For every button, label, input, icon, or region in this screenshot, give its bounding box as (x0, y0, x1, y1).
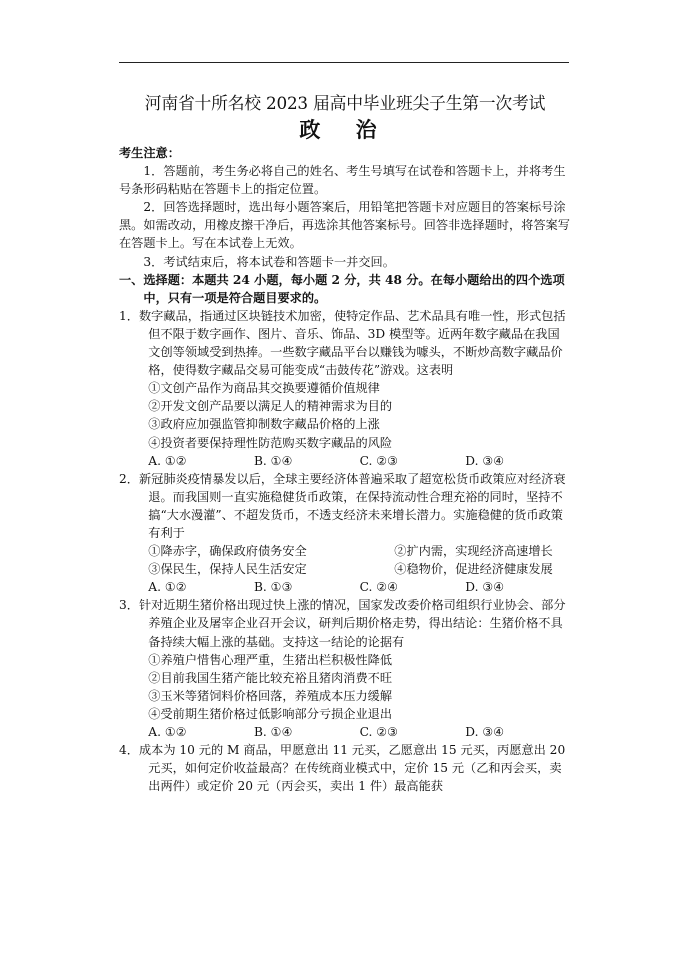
section-heading: 一、选择题：本题共 24 小题，每小题 2 分，共 48 分。在每小题给出的四个选项中，只有一项是符合题目要求的。 (119, 272, 565, 305)
choice-d: D. ③④ (465, 725, 505, 739)
choice-d: D. ③④ (465, 453, 505, 468)
option-item: ①降赤字，确保政府债务安全 (148, 544, 307, 559)
note-item-1: 1．答题前，考生务必将自己的姓名、考生号填写在试卷和答题卡上，并将考生号条形码粘贴在答题卡上的指定位置。 (119, 164, 566, 197)
answer-choices (119, 723, 571, 741)
option-item: ④受前期生猪价格过低影响部分亏损企业退出 (148, 706, 393, 721)
choice-c: C. ②③ (359, 453, 399, 468)
exam-page (119, 92, 571, 795)
choice-c: C. ②④ (359, 580, 399, 595)
option-item: ①文创产品作为商品其交换要遵循价值规律 (148, 381, 380, 396)
note-item-2: 2．回答选择题时，选出每小题答案后，用铅笔把答题卡对应题目的答案标号涂黑。如需改动，用橡皮擦干净后，再选涂其他答案标号。回答非选择题时，将答案写在答题卡上。写在本试卷上无效。 (119, 200, 570, 251)
question-1 (119, 307, 571, 470)
answer-choices (119, 452, 571, 470)
question-4 (119, 741, 571, 795)
top-rule (119, 62, 569, 63)
question-stem: 4．成本为 10 元的 M 商品，甲愿意出 11 元买，乙愿意出 15 元买，丙愿意出 20 元买，如何定价收益最高？在传统商业模式中，定价 15 元（乙和丙会买，卖出两件）或定价 20 元（丙会买，卖出 1 件）最高能获 (119, 743, 566, 794)
option-item: ③玉米等猪饲料价格回落，养殖成本压力缓解 (148, 688, 393, 703)
option-item: ④投资者要保持理性防范购买数字藏品的风险 (148, 435, 393, 450)
option-pair (119, 542, 571, 560)
choice-d: D. ③④ (465, 580, 505, 595)
choice-b: B. ①④ (253, 725, 293, 739)
notes-heading: 考生注意： (119, 146, 180, 160)
option-item: ②扩内需，实现经济高速增长 (394, 544, 553, 559)
question-stem: 3．针对近期生猪价格出现过快上涨的情况，国家发改委价格司组织行业协会、部分养殖企业及屠宰企业召开会议，研判后期价格走势，得出结论：生猪价格不具备持续大幅上涨的基础。支持这一结论的论据有 (119, 598, 566, 649)
option-item: ②目前我国生猪产能比较充裕且猪肉消费不旺 (148, 670, 393, 685)
answer-choices (119, 578, 571, 596)
option-item: ①养殖户惜售心理严重，生猪出栏积极性降低 (148, 652, 393, 667)
question-2 (119, 470, 571, 597)
option-item: ③政府应加强监管抑制数字藏品价格的上涨 (148, 417, 380, 432)
option-item: ②开发文创产品要以满足人的精神需求为目的 (148, 399, 393, 414)
question-stem: 2．新冠肺炎疫情暴发以后，全球主要经济体普遍采取了超宽松货币政策应对经济衰退。而我国则一直实施稳健货币政策，在保持流动性合理充裕的同时，坚持不搞“大水漫灌”、不超发货币，不透支经济未来增长潜力。实施稳健的货币政策有利于 (119, 471, 566, 540)
option-item: ④稳物价，促进经济健康发展 (394, 562, 553, 577)
choice-a: A. ①② (148, 453, 187, 468)
exam-title: 河南省十所名校 2023 届高中毕业班尖子生第一次考试 (144, 93, 546, 113)
choice-b: B. ①④ (253, 453, 293, 468)
choice-c: C. ②③ (359, 725, 399, 739)
choice-b: B. ①③ (253, 580, 293, 595)
note-item-3: 3．考试结束后，将本试卷和答题卡一并交回。 (143, 254, 395, 269)
subject-title: 政 治 (299, 118, 391, 142)
choice-a: A. ①② (148, 580, 187, 595)
option-item: ③保民生，保持人民生活安定 (148, 562, 307, 577)
option-pair (119, 560, 571, 578)
question-3 (119, 596, 571, 741)
question-stem: 1．数字藏品，指通过区块链技术加密，使特定作品、艺术品具有唯一性，形式包括但不限于数字画作、图片、音乐、饰品、3D 模型等。近两年数字藏品在我国文创等领域受到热捧。一些数字藏品平台以赚钱为噱头，不断炒高数字藏品价格，使得数字藏品交易可能变成“击鼓传花”游戏。这表明 (119, 308, 566, 378)
choice-a: A. ①② (148, 725, 187, 739)
